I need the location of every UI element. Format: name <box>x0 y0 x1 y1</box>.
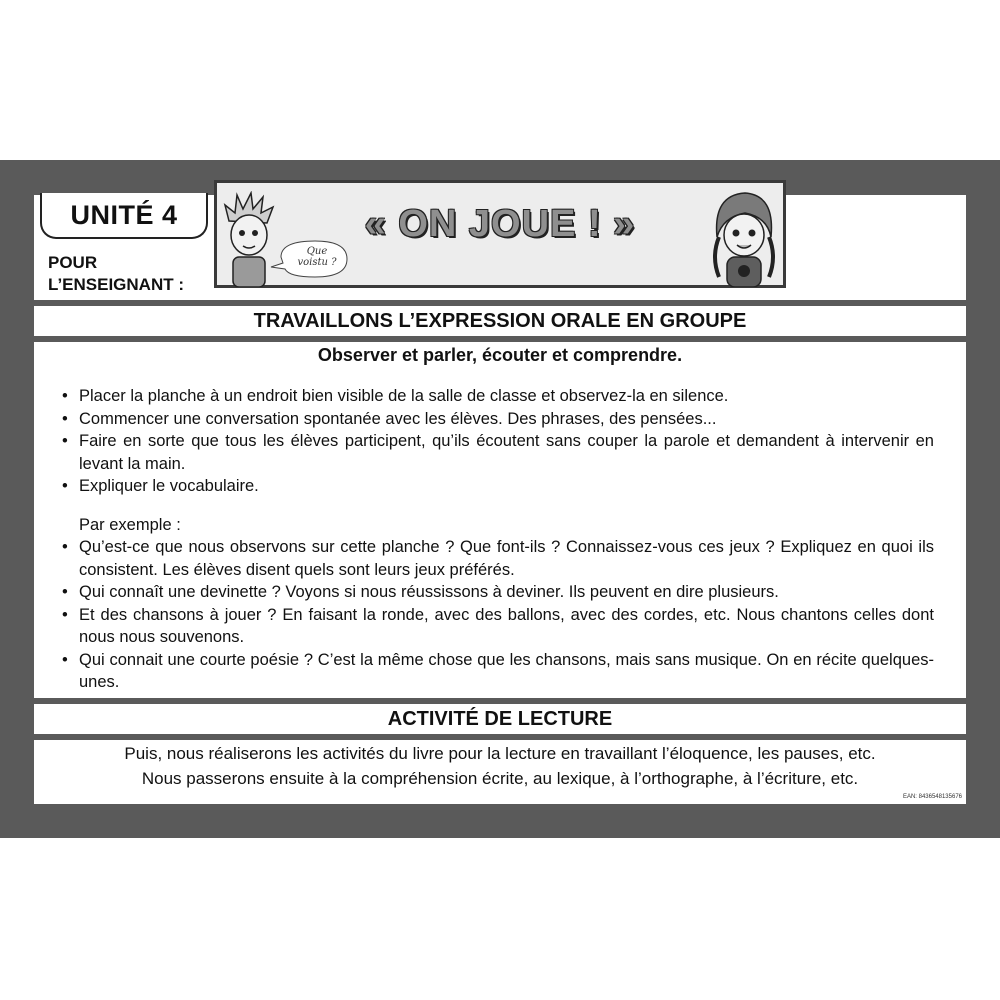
section-divider <box>34 734 966 740</box>
teacher-label-line2: L’ENSEIGNANT : <box>48 275 185 294</box>
list-item: • Qu’est-ce que nous observons sur cette planche ? Que font-ils ? Connaissez-vous ces jeux ? Expliquez en quoi ils consistent. Les élèves disent quels sont leurs jeux préférés. <box>62 536 934 581</box>
teacher-label <box>48 252 184 296</box>
reading-section-title: ACTIVITÉ DE LECTURE <box>34 704 966 734</box>
title-banner <box>214 180 786 288</box>
example-intro: Par exemple : <box>79 516 181 534</box>
list-item: • Commencer une conversation spontanée avec les élèves. Des phrases, des pensées... <box>62 408 934 431</box>
example-list <box>62 536 934 694</box>
unit-label: UNITÉ 4 <box>40 193 208 239</box>
list-item: • Qui connait une courte poésie ? C’est la même chose que les chansons, mais sans musique. On en récite quelques-unes. <box>62 649 934 694</box>
list-item: • Et des chansons à jouer ? En faisant la ronde, avec des ballons, avec des cordes, etc. Nous chantons celles dont nous nous souvenons. <box>62 604 934 649</box>
banner-title: « ON JOUE ! » <box>364 203 636 245</box>
ean-code: EAN: 8436548135676 <box>902 794 962 800</box>
reading-line2: Nous passerons ensuite à la compréhension écrite, au lexique, à l’orthographe, à l’écriture, etc. <box>141 769 859 788</box>
section-divider <box>34 336 966 342</box>
speech-bubble-text <box>289 246 345 268</box>
list-item: • Faire en sorte que tous les élèves participent, qu’ils écoutent sans couper la parole et demandent à intervenir en levant la main. <box>62 430 934 475</box>
speech-bubble-line1: Que <box>306 246 328 257</box>
reading-line1: Puis, nous réaliserons les activités du livre pour la lecture en travaillant l’éloquence, les pauses, etc. <box>124 744 876 763</box>
list-item: • Expliquer le vocabulaire. <box>62 475 934 498</box>
instruction-list <box>62 385 934 498</box>
oral-section-title: TRAVAILLONS L’EXPRESSION ORALE EN GROUPE <box>34 306 966 336</box>
speech-bubble-line2: voistu ? <box>297 257 337 268</box>
reading-text <box>34 741 966 791</box>
teacher-label-line1: POUR <box>48 253 98 272</box>
list-item: • Placer la planche à un endroit bien visible de la salle de classe et observez-la en silence. <box>62 385 934 408</box>
oral-section-subtitle: Observer et parler, écouter et comprendre. <box>317 345 683 365</box>
list-item: • Qui connaît une devinette ? Voyons si nous réussissons à deviner. Ils peuvent en dire plusieurs. <box>62 581 934 604</box>
girl-illustration-icon <box>707 187 779 287</box>
